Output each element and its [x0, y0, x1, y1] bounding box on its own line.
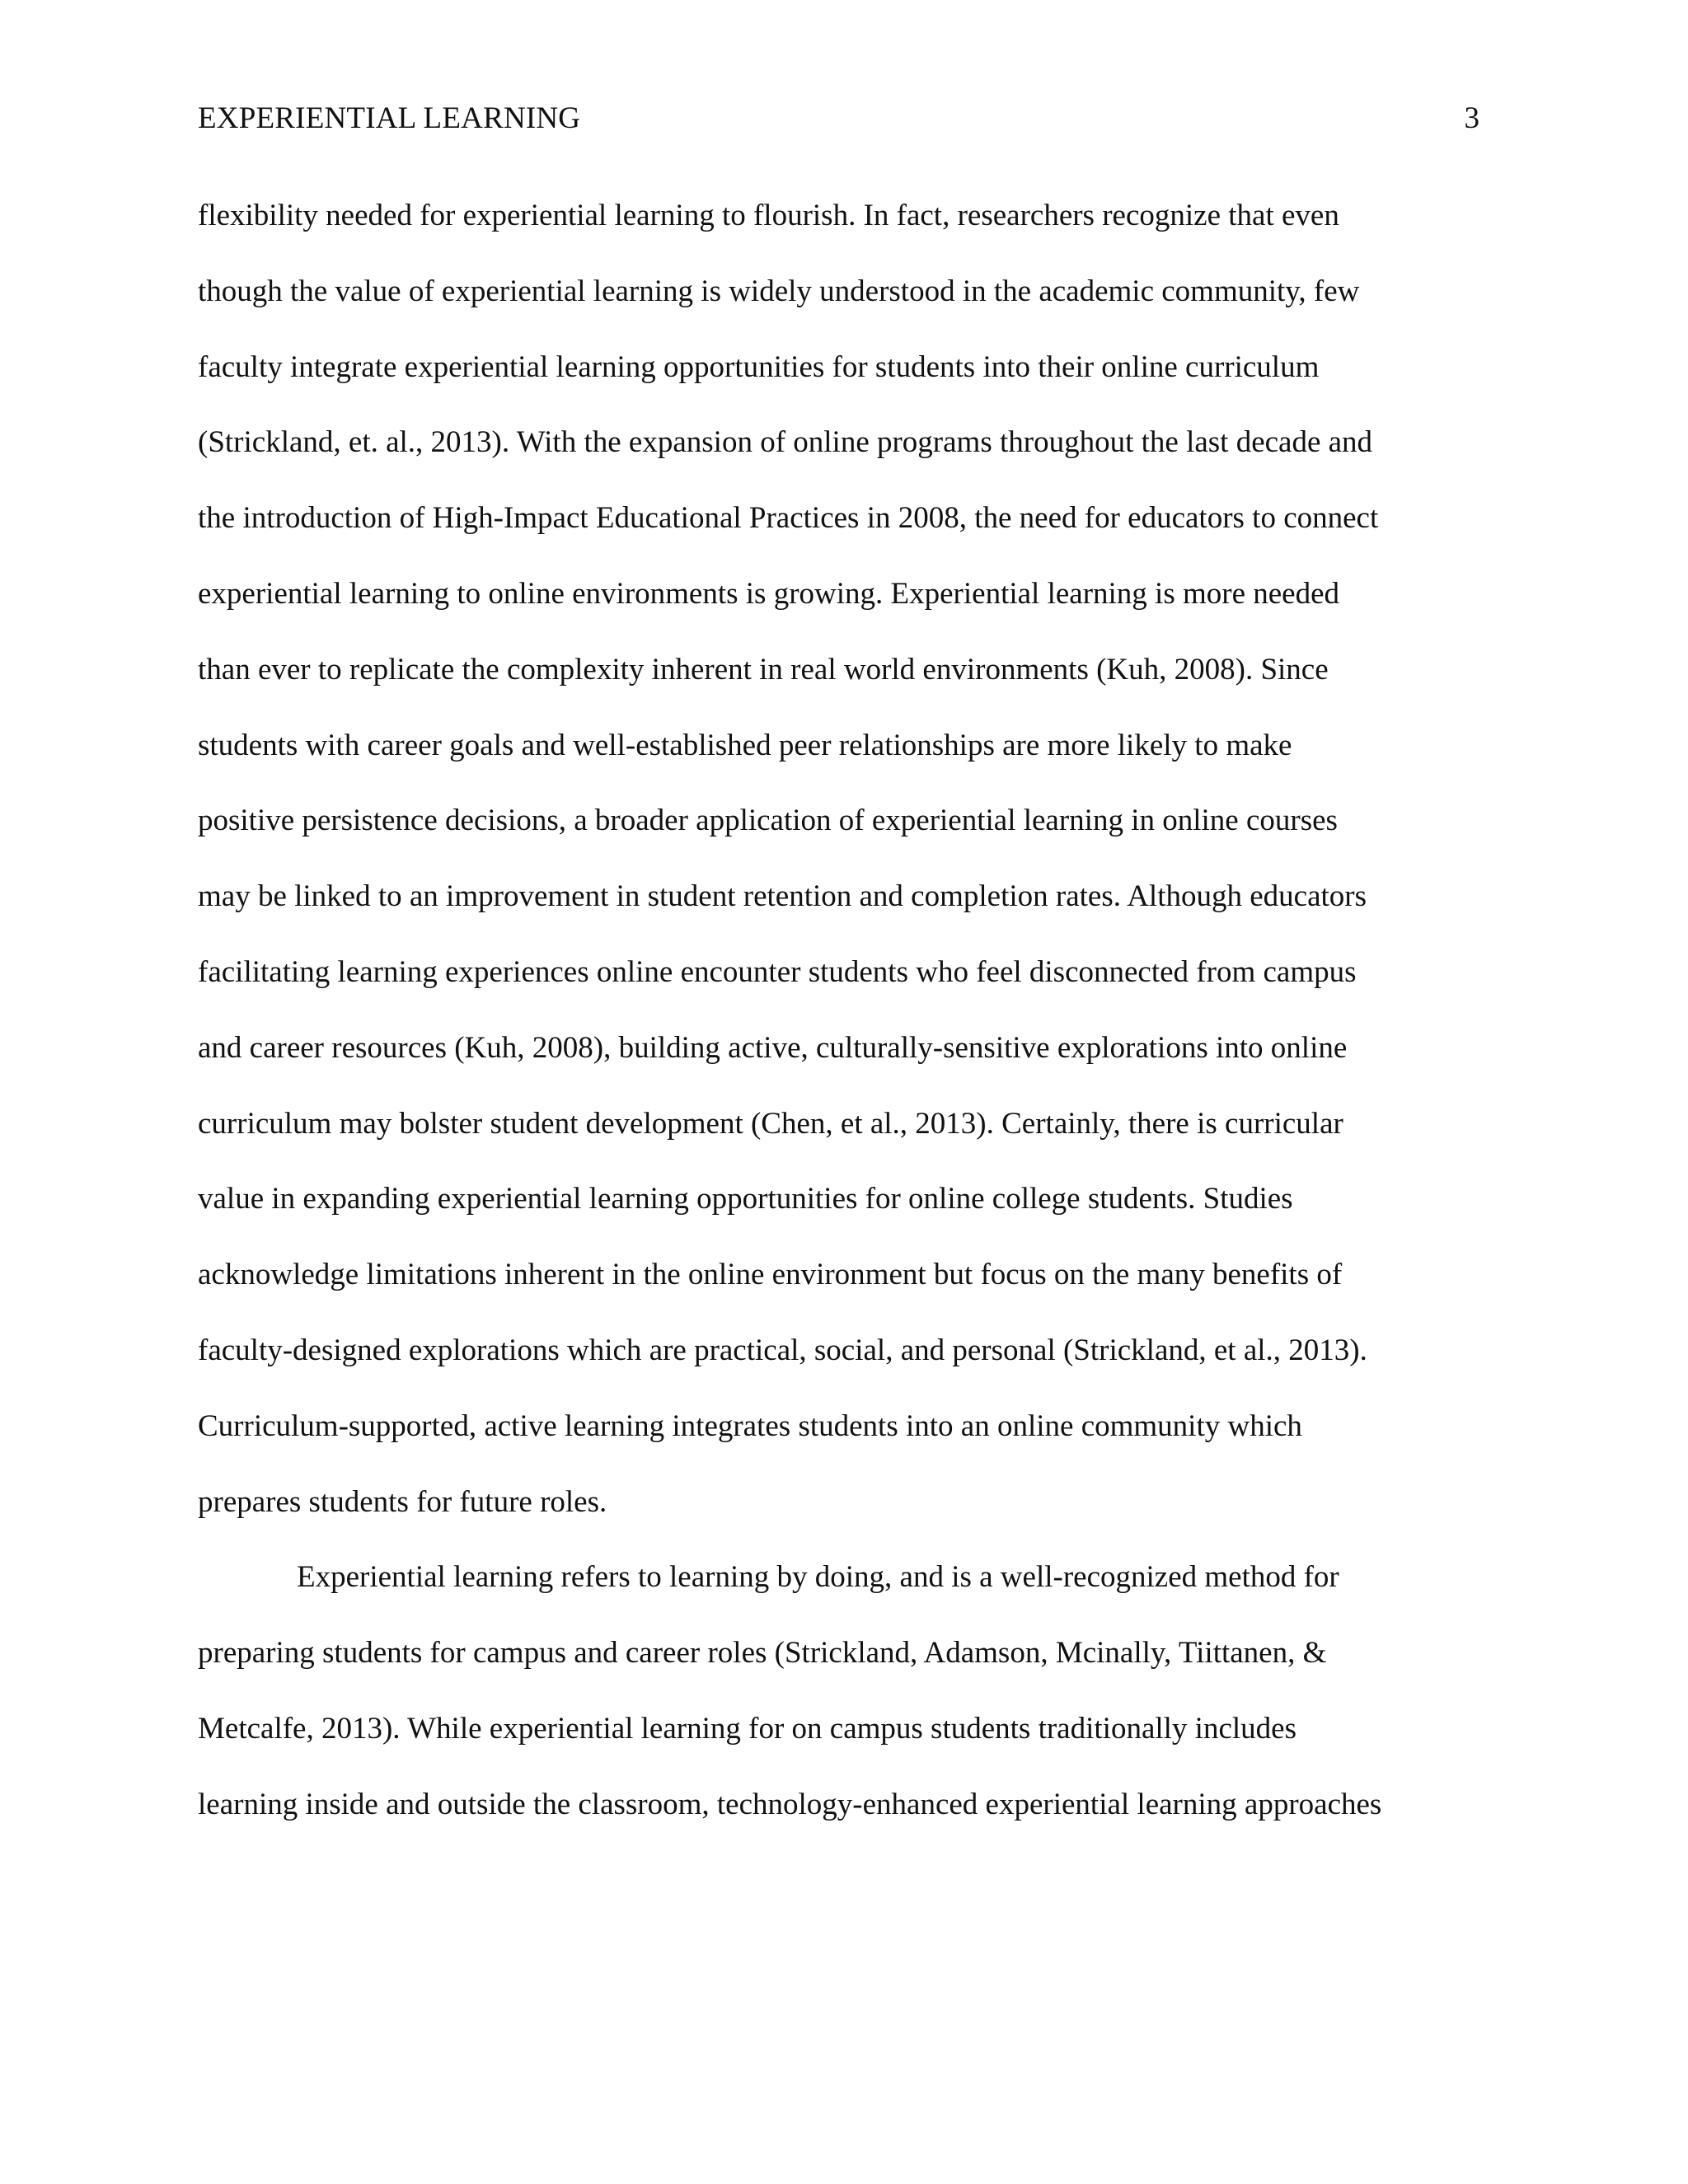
text-line: may be linked to an improvement in student retention and completion rates. Although educators — [198, 879, 1367, 914]
text-line: preparing students for campus and career roles (Strickland, Adamson, Mcinally, Tiittanen, & — [198, 1636, 1327, 1671]
text-line: curriculum may bolster student development (Chen, et al., 2013). Certainly, there is curricular — [198, 1106, 1343, 1141]
text-line: than ever to replicate the complexity inherent in real world environments (Kuh, 2008). Since — [198, 652, 1329, 687]
text-line: (Strickland, et. al., 2013). With the expansion of online programs throughout the last decade and — [198, 425, 1373, 460]
running-head: EXPERIENTIAL LEARNING — [198, 101, 581, 135]
body-text — [198, 194, 1492, 1859]
paragraph-first-line: Experiential learning refers to learning by doing, and is a well-recognized method for — [297, 1560, 1339, 1595]
text-line: faculty-designed explorations which are practical, social, and personal (Strickland, et al., 2013). — [198, 1333, 1367, 1367]
text-line: faculty integrate experiential learning opportunities for students into their online curriculum — [198, 349, 1320, 384]
text-line: though the value of experiential learning is widely understood in the academic community, few — [198, 274, 1360, 308]
text-line: Metcalfe, 2013). While experiential learning for on campus students traditionally includes — [198, 1711, 1296, 1746]
text-line: facilitating learning experiences online encounter students who feel disconnected from campus — [198, 954, 1357, 989]
text-line: Curriculum-supported, active learning integrates students into an online community which — [198, 1408, 1302, 1443]
text-line: and career resources (Kuh, 2008), building active, culturally-sensitive explorations into online — [198, 1030, 1348, 1065]
text-line: acknowledge limitations inherent in the online environment but focus on the many benefits of — [198, 1258, 1343, 1292]
text-line: experiential learning to online environments is growing. Experiential learning is more needed — [198, 576, 1340, 611]
page-number: 3 — [1464, 101, 1479, 135]
text-line: positive persistence decisions, a broader application of experiential learning in online courses — [198, 804, 1338, 838]
text-line: prepares students for future roles. — [198, 1484, 607, 1519]
text-line: flexibility needed for experiential learning to flourish. In fact, researchers recognize that even — [198, 199, 1339, 232]
text-line: the introduction of High-Impact Educational Practices in 2008, the need for educators to connect — [198, 501, 1379, 536]
text-line: students with career goals and well-established peer relationships are more likely to make — [198, 728, 1292, 762]
text-line: learning inside and outside the classroom, technology-enhanced experiential learning approaches — [198, 1787, 1382, 1821]
text-line: value in expanding experiential learning opportunities for online college students. Studies — [198, 1182, 1293, 1216]
